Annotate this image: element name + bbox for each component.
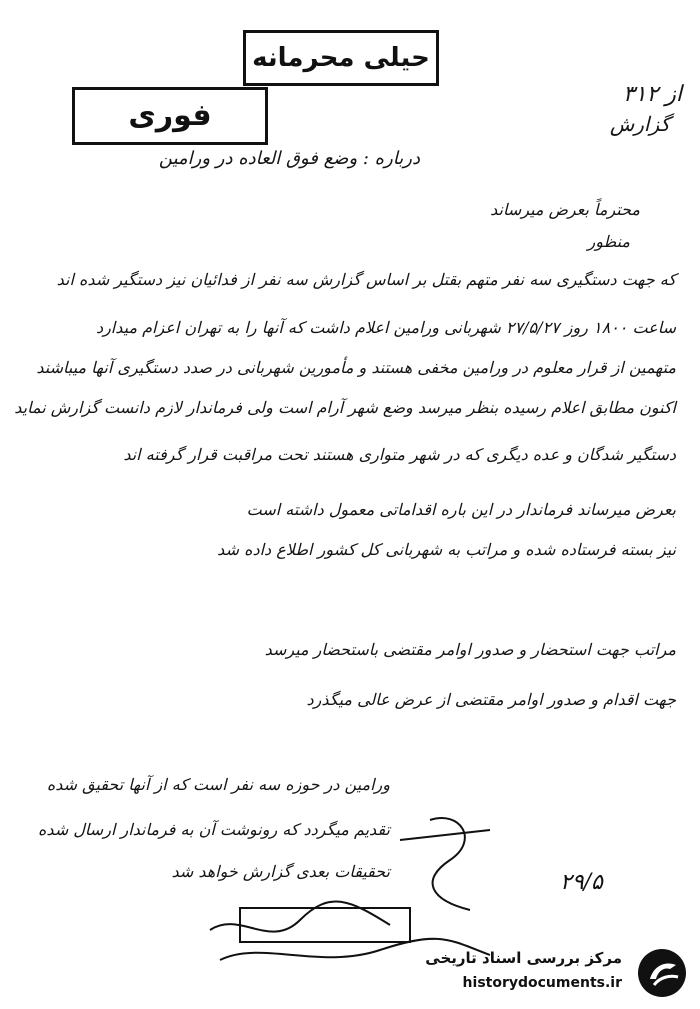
body-line: دستگیر شدگان و عده دیگری که در شهر متواری هستند تحت مراقبت قرار گرفته اند [123, 445, 676, 464]
body-line: نیز بسته فرستاده شده و مراتب به شهربانی کل کشور اطلاع داده شد [217, 540, 676, 559]
body-line: ساعت ۱۸۰۰ روز ۲۷/۵/۲۷ شهربانی ورامین اعلام داشت که آنها را به تهران اعزام میدارد [95, 318, 676, 337]
watermark-url: historydocuments.ir [462, 975, 622, 991]
body-line: که جهت دستگیری سه نفر متهم بقتل بر اساس گزارش سه نفر از فدائیان نیز دستگیر شده اند [56, 270, 676, 289]
footer-line: ورامین در حوزه سه نفر است که از آنها تحقیق شده [46, 775, 390, 794]
urgency-stamp: فوری [72, 87, 268, 145]
body-line: متهمین از قرار معلوم در ورامین مخفی هستند و مأمورین شهربانی در صدد دستگیری آنها میباشند [36, 358, 676, 377]
salutation-subject: منظور [587, 232, 630, 251]
body-line: اکنون مطابق اعلام رسیده بنظر میرسد وضع شهر آرام است ولی فرماندار لازم دانست گزارش نماید [14, 398, 676, 417]
body-line: مراتب جهت استحضار و صدور اوامر مقتضی باستحضار میرسد [264, 640, 676, 659]
handwritten-date: ۲۹/۵ [560, 870, 603, 895]
watermark-title: مرکز بررسی اسناد تاریخی [425, 949, 622, 967]
subject-line: درباره : وضع فوق العاده در ورامین [158, 148, 420, 169]
salutation: محترماً بعرض میرساند [490, 200, 640, 219]
body-line: بعرض میرساند فرماندار در این باره اقداماتی معمول داشته است [246, 500, 676, 519]
classification-stamp: حیلی محرمانه [243, 30, 439, 86]
report-label: گزارش [609, 112, 670, 136]
archive-watermark [420, 945, 692, 1001]
footer-line: تقدیم میگردد که رونوشت آن به فرماندار ارسال شده [38, 820, 390, 839]
body-line: جهت اقدام و صدور اوامر مقتضی از عرض عالی میگذرد [306, 690, 676, 709]
reference-number: از ۳۱۲ [622, 82, 682, 107]
archive-logo-icon [636, 947, 688, 999]
footer-line: تحقیقات بعدی گزارش خواهد شد [171, 862, 390, 881]
